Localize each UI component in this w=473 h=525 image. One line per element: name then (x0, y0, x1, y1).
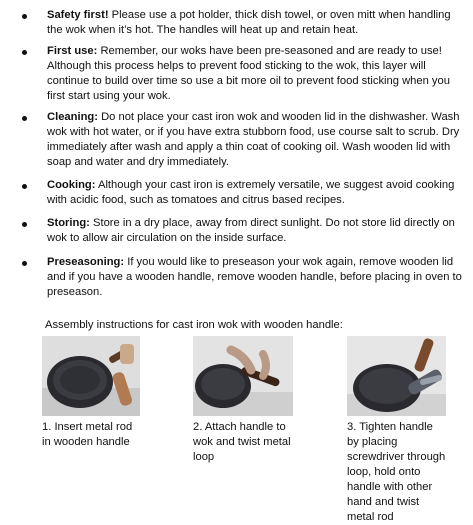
step-photo (193, 336, 293, 416)
bullet-icon (22, 261, 27, 266)
item-label: Cooking: (47, 179, 96, 191)
item-label: Safety first! (47, 9, 109, 21)
item-label: Storing: (47, 217, 90, 229)
item-text: Store in a dry place, away from direct sunlight. Do not store lid directly on wok to allow air circulation on the inside surface. (47, 217, 455, 244)
item-label: Preseasoning: (47, 256, 125, 268)
bullet-icon (22, 50, 27, 55)
list-item (26, 44, 466, 104)
item-label: Cleaning: (47, 111, 98, 123)
bullet-icon (22, 116, 27, 121)
step-photo (347, 336, 446, 416)
list-item (26, 178, 466, 208)
step-caption: 1. Insert metal rod in wooden handle (42, 421, 133, 448)
item-text: Please use a pot holder, thick dish towel, or oven mitt when handling the wok when it’s hot. The handles will heat up and retain heat. (47, 9, 451, 36)
assembly-step-2 (193, 336, 293, 465)
item-label: First use: (47, 45, 98, 57)
bullet-icon (22, 14, 27, 19)
item-text: Although your cast iron is extremely versatile, we suggest avoid cooking with acidic food, such as tomatoes and citrus based recipes. (47, 179, 455, 206)
list-item (26, 8, 466, 38)
item-text: If you would like to preseason your wok again, remove wooden lid and if you have a wooden handle, remove wooden handle, before placing in oven to preseason. (47, 256, 462, 298)
wok-handle-photo (193, 336, 293, 416)
list-item (26, 255, 466, 300)
step-photo (42, 336, 140, 416)
assembly-step-3 (347, 336, 447, 525)
list-item (26, 110, 466, 170)
wok-handle-photo (347, 336, 446, 416)
item-text: Do not place your cast iron wok and wooden lid in the dishwasher. Wash wok with hot water, or if you have extra stubborn food, use course salt to scrub. Dry immediately after wash and apply a thin coat of cooking oil. Wash wooden lid with soap and water and dry immediately. (47, 111, 460, 168)
wok-handle-photo (42, 336, 140, 416)
step-caption: 3. Tighten handle by placing screwdriver through loop, hold onto handle with other hand and twist metal rod (347, 421, 446, 523)
list-item (26, 216, 466, 246)
assembly-title: Assembly instructions for cast iron wok with wooden handle: (45, 319, 343, 331)
step-caption: 2. Attach handle to wok and twist metal loop (193, 421, 291, 463)
bullet-icon (22, 222, 27, 227)
item-text: Remember, our woks have been pre-seasoned and are ready to use! Although this process helps to prevent food sticking to the wok, this layer will continue to build over time so use a bit more oil to prevent food sticking when you first start using your wok. (47, 45, 450, 102)
assembly-step-1 (42, 336, 140, 450)
bullet-icon (22, 184, 27, 189)
